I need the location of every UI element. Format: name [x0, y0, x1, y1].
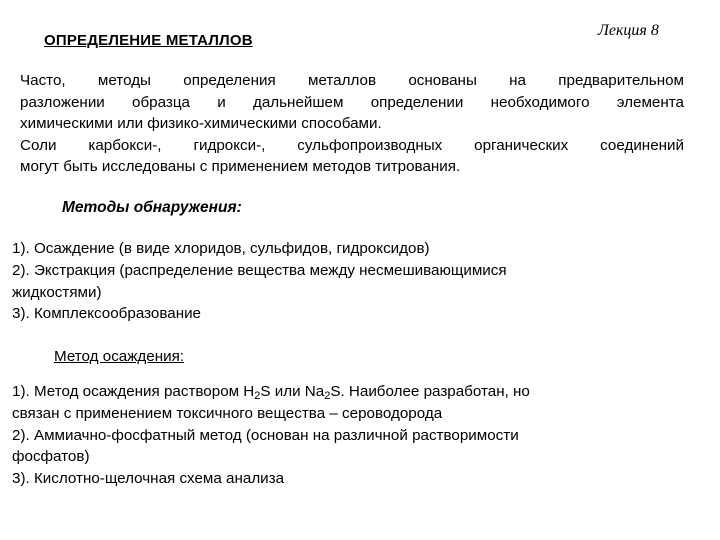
subscript: 2 — [254, 390, 261, 402]
item-text: S. Наиболее разработан, но — [330, 383, 530, 400]
intro-line: химическими или физико-химическими способами. — [20, 115, 382, 132]
list-item: 2). Экстракция (распределение вещества между несмешивающимися — [12, 261, 507, 279]
list-item: 1). Осаждение (в виде хлоридов, сульфидов, гидроксидов) — [12, 240, 430, 257]
intro-line: Часто, методы определения металлов основаны на предварительном — [20, 72, 684, 89]
item-text: S или Na — [260, 383, 325, 400]
precipitation-method-heading: Метод осаждения: — [54, 348, 185, 365]
list-item: связан с применением токсичного вещества – сероводорода — [12, 404, 443, 422]
subscript: 2 — [324, 390, 331, 402]
intro-line: разложении образца и дальнейшем определении необходимого элемента — [20, 93, 684, 111]
list-item: фосфатов) — [12, 448, 90, 466]
detection-methods-list — [12, 238, 702, 325]
intro-line: могут быть исследованы с применением методов титрования. — [20, 158, 461, 175]
detection-methods-heading: Методы обнаружения: — [62, 199, 242, 216]
intro-paragraph — [20, 70, 684, 178]
item-text: 1). Метод осаждения раствором H — [12, 383, 255, 400]
list-item: жидкостями) — [12, 283, 102, 301]
list-item — [12, 381, 702, 403]
intro-line: Соли карбокси-, гидрокси-, сульфопроизводных органических соединений — [20, 136, 684, 154]
lecture-number: Лекция 8 — [598, 22, 659, 39]
list-item: 3). Комплексообразование — [12, 305, 202, 323]
list-item: 2). Аммиачно-фосфатный метод (основан на различной растворимости — [12, 426, 519, 444]
precipitation-methods-list — [12, 381, 702, 490]
page-title: ОПРЕДЕЛЕНИЕ МЕТАЛЛОВ — [44, 32, 253, 49]
list-item: 3). Кислотно-щелочная схема анализа — [12, 470, 285, 488]
